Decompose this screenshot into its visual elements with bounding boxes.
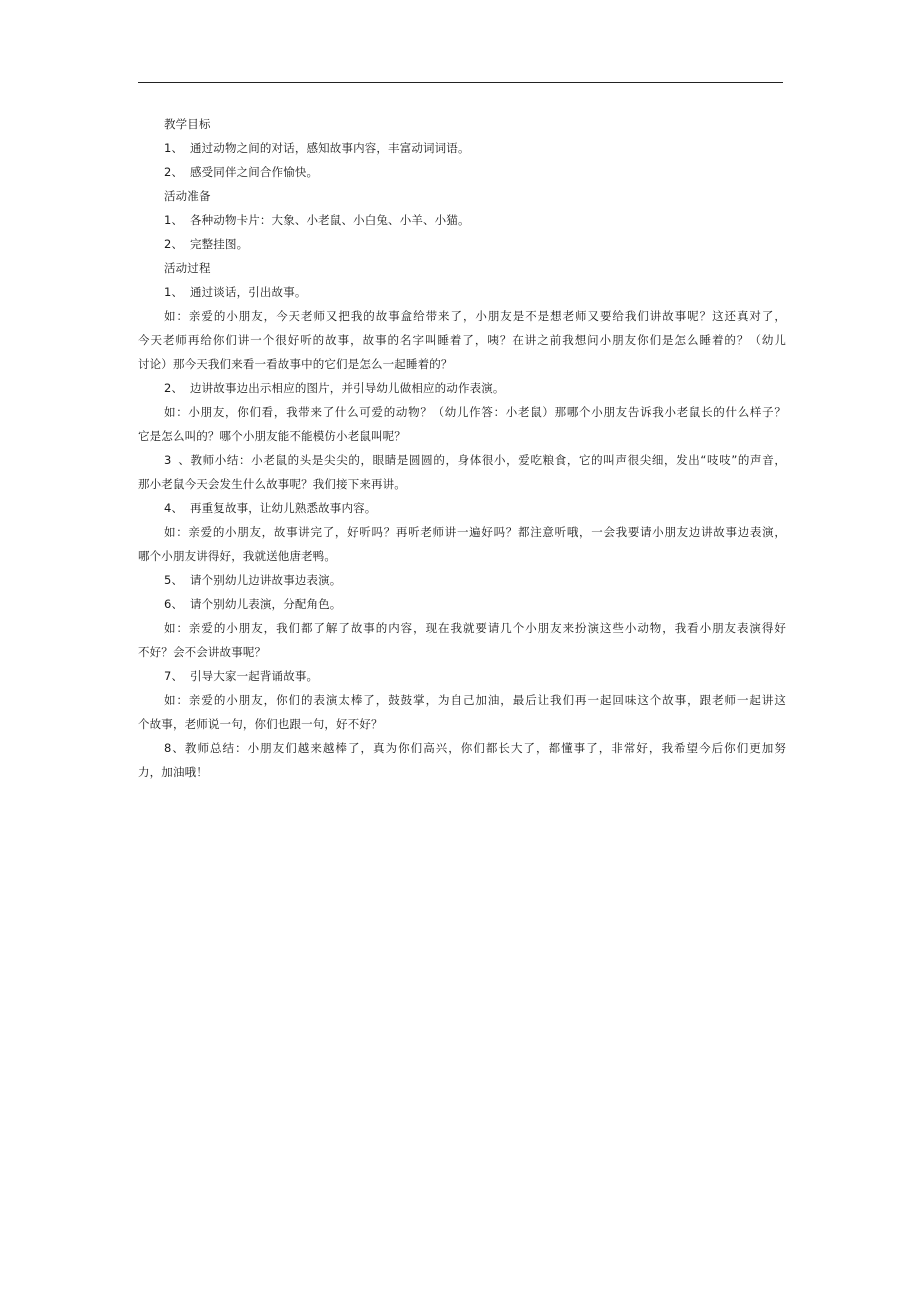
process-step-3: 3、教师小结：小老鼠的头是尖尖的，眼睛是圆圆的，身体很小，爱吃粮食，它的叫声很尖细，发出“吱吱”的声音，	[164, 453, 786, 467]
step-7-example-line-2: 个故事，老师说一句，你们也跟一句，好不好？	[138, 717, 383, 731]
step-3-line-2: 那小老鼠今天会发生什么故事呢？我们接下来再讲。	[138, 477, 406, 491]
step-8-line-2: 力，加油哦！	[138, 765, 208, 779]
step-1-example-line-3: 讨论）那今天我们来看一看故事中的它们是怎么一起睡着的？	[138, 357, 453, 371]
process-step-6: 6、 请个别幼儿表演，分配角色。	[164, 597, 342, 611]
document-body	[138, 112, 786, 784]
process-step-8: 8、教师总结：小朋友们越来越棒了，真为你们高兴，你们都长大了，都懂事了，非常好，我希望今后你们更加努	[164, 741, 786, 755]
step-6-example-line-2: 不好？会不会讲故事呢？	[138, 645, 267, 659]
step-2-example-line-1: 如：小朋友，你们看，我带来了什么可爱的动物？（幼儿作答：小老鼠）那哪个小朋友告诉我小老鼠长的什么样子？	[164, 405, 786, 419]
process-step-2: 2、 边讲故事边出示相应的图片，并引导幼儿做相应的动作表演。	[164, 381, 505, 395]
prep-item-2: 2、 完整挂图。	[164, 237, 249, 251]
section-heading-prep: 活动准备	[164, 189, 211, 203]
header-rule	[138, 82, 783, 83]
step-1-example-line-1: 如：亲爱的小朋友，今天老师又把我的故事盒给带来了，小朋友是不是想老师又要给我们讲故事呢？这还真对了，	[164, 309, 786, 323]
step-4-example-line-1: 如：亲爱的小朋友，故事讲完了，好听吗？再听老师讲一遍好吗？都注意听哦，一会我要请小朋友边讲故事边表演，	[164, 525, 786, 539]
section-heading-goals: 教学目标	[164, 117, 211, 131]
process-step-5: 5、 请个别幼儿边讲故事边表演。	[164, 573, 342, 587]
process-step-4: 4、 再重复故事，让幼儿熟悉故事内容。	[164, 501, 377, 515]
step-4-example-line-2: 哪个小朋友讲得好，我就送他唐老鸭。	[138, 549, 337, 563]
goal-item-1: 1、 通过动物之间的对话，感知故事内容，丰富动词词语。	[164, 141, 470, 155]
prep-item-1: 1、 各种动物卡片：大象、小老鼠、小白兔、小羊、小猫。	[164, 213, 470, 227]
process-step-1: 1、 通过谈话，引出故事。	[164, 285, 307, 299]
goal-item-2: 2、 感受同伴之间合作愉快。	[164, 165, 319, 179]
step-1-example-line-2: 今天老师再给你们讲一个很好听的故事，故事的名字叫睡着了，咦？在讲之前我想问小朋友你们是怎么睡着的？（幼儿	[138, 333, 786, 347]
step-7-example-line-1: 如：亲爱的小朋友，你们的表演太棒了，鼓鼓掌，为自己加油，最后让我们再一起回味这个故事，跟老师一起讲这	[164, 693, 786, 707]
section-heading-process: 活动过程	[164, 261, 211, 275]
step-6-example-line-1: 如：亲爱的小朋友，我们都了解了故事的内容，现在我就要请几个小朋友来扮演这些小动物，我看小朋友表演得好	[164, 621, 786, 635]
step-2-example-line-2: 它是怎么叫的？哪个小朋友能不能模仿小老鼠叫呢？	[138, 429, 406, 443]
process-step-7: 7、 引导大家一起背诵故事。	[164, 669, 319, 683]
